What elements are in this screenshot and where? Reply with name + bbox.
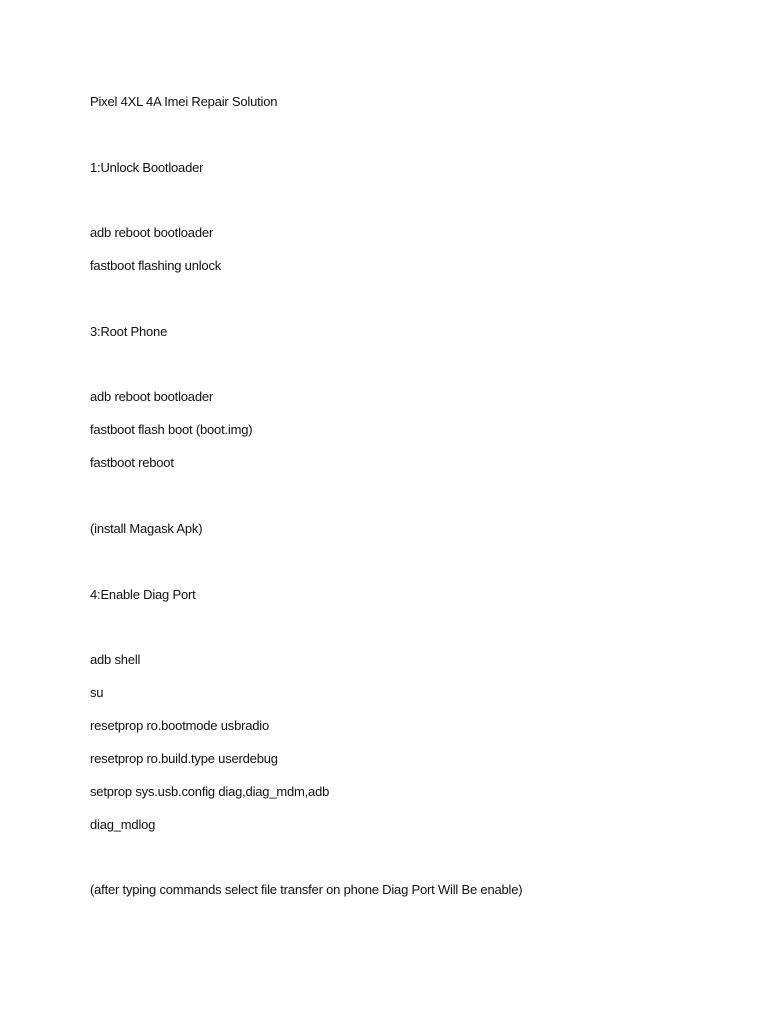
step4-note: (after typing commands select file transfer on phone Diag Port Will Be enable) bbox=[90, 882, 523, 897]
step4-command-6: diag_mdlog bbox=[90, 817, 156, 832]
step3-command-3: fastboot reboot bbox=[90, 455, 174, 470]
step4-command-2: su bbox=[90, 685, 104, 700]
step1-command-2: fastboot flashing unlock bbox=[90, 258, 222, 273]
step4-command-3: resetprop ro.bootmode usbradio bbox=[90, 718, 270, 733]
step3-command-1: adb reboot bootloader bbox=[90, 389, 214, 404]
step1-heading: 1:Unlock Bootloader bbox=[90, 160, 204, 175]
step3-note: (install Magask Apk) bbox=[90, 521, 203, 536]
document-title: Pixel 4XL 4A Imei Repair Solution bbox=[90, 94, 278, 109]
step3-heading: 3:Root Phone bbox=[90, 324, 168, 339]
step4-heading: 4:Enable Diag Port bbox=[90, 587, 196, 602]
step4-command-1: adb shell bbox=[90, 652, 141, 667]
step1-command-1: adb reboot bootloader bbox=[90, 225, 214, 240]
step4-command-4: resetprop ro.build.type userdebug bbox=[90, 751, 278, 766]
step4-command-5: setprop sys.usb.config diag,diag_mdm,adb bbox=[90, 784, 330, 799]
step3-command-2: fastboot flash boot (boot.img) bbox=[90, 422, 253, 437]
